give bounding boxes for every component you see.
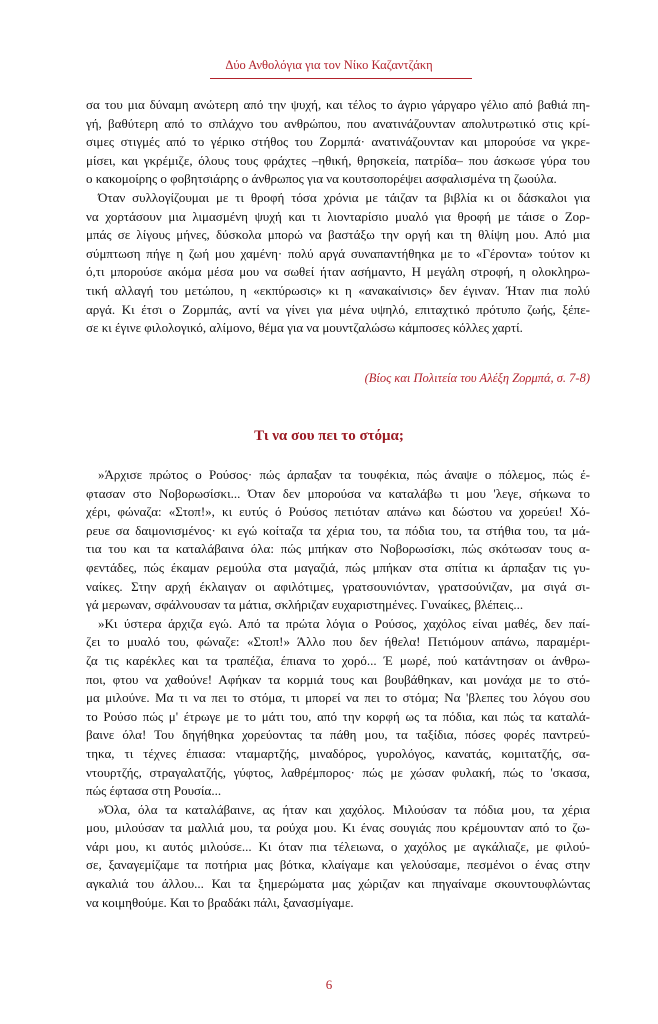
section-title: Τι να σου πει το στόμα; (254, 428, 404, 444)
page-number: 6 (325, 977, 333, 992)
text-line: »Όλα, όλα τα καταλάβαινε, ας ήταν και χαχόλος. Μιλούσαν τα πόδια μου, τα χέρια (98, 801, 590, 817)
intro-paragraphs (86, 96, 590, 338)
text-line: ζει το μυαλό του, φώναζε: «Στοπ!» Άλλο που δεν ήθελα! Πετιόμουν απάνω, παραμέρι- (86, 634, 590, 650)
text-line: πώς έφτασα στη Ρουσία... (86, 783, 222, 799)
text-line: γή, βαθύτερη από το σπλάχνο του ανθρώπου, που ανατινάζουνταν απολυτρωτικό στις κρί- (86, 115, 590, 131)
text-line: τική αλλαγή του μετώπου, η «εκπύρωσις» κι η «ανακαίνισις» δεν έγιναν. Ήταν πια πολύ (86, 282, 590, 298)
text-line: μα μιλούνε. Μα τι να πει το στόμα, τι μπορεί να πει το στόμα; Να 'βλεπες του λόγου σου (86, 690, 590, 706)
text-line: »Άρχισε πρώτος ο Ρούσος· πώς άρπαξαν τα τουφέκια, πώς άναψε ο πόλεμος, πώς έ- (98, 467, 590, 482)
text-line: ρευε σα δαιμονισμένος· κι εγώ κοίταζα τα χέρια του, τα πόδια του, τα στήθια του, τα μά- (86, 522, 590, 538)
text-line: Όταν συλλογίζουμαι με τι θροφή τόσα χρόνια με τάιζαν τα βιβλία κι οι δάσκαλοι για (98, 189, 590, 205)
text-line: ντουρτζής, στραγαλατζής, γύφτος, λαθρέμπορος· πώς με χώσαν φυλακή, πώς το 'σκασα, (86, 764, 590, 780)
text-line: φτασαν στο Νοβορωσίσκι... Όταν δεν μπορούσα να καταλάβω τι μου 'λεγε, σήκωνα το (86, 485, 590, 501)
text-line: αργά. Κι έτσι ο Ζορμπάς, αντί να γίνει για μένα υψηλό, επιταχτικό πρότυπο ζωής, ξέπε- (86, 301, 590, 317)
text-line: μου, μιλούσαν τα μαλλιά μου, τα ρούχα μου. Κι ένας σουγιάς που κρέμουνταν από το ζω- (86, 820, 590, 836)
section-paragraphs (86, 466, 590, 912)
text-line: βαινε όλα! Του δηγήθηκα χορεύοντας τα πάθη μου, τα ταξίδια, πόσες φορές παντρεύ- (86, 727, 590, 743)
text-line: »Κι ύστερα άρχιζα εγώ. Από τα πρώτα λόγια ο Ρούσος, χαχόλος είναι μαθές, δεν παί- (98, 615, 590, 631)
text-line: ποι, φτου να χαθούνε! Αφήκαν τα κορμιά τους και βουβάθηκαν, και μονάχα με το στό- (86, 671, 590, 687)
text-line: να χορτάσουν μια λιμασμένη ψυχή και τι λιονταρίσιο μυαλό για θροφή με τάισε ο Ζορ- (86, 208, 590, 224)
header-rule (210, 78, 472, 79)
text-line: νάρι μου, κι αυτός μιλούσε... Κι όταν πια τέλειωνα, ο χαχόλος με αγκάλιαζε, με φιλού- (86, 838, 590, 854)
text-line: ναίκες. Στην αρχή έκλαιγαν οι αφιλότιμες, γρατσουνιόνταν, γρατσούνιζαν, μα σιγά σι- (86, 578, 590, 594)
text-line: γά μερωναν, σφάλνουσαν τα μάτια, σκλήριζαν ευχαριστημένες. Γυναίκες, βλέπεις... (86, 597, 524, 613)
text-line: μίσει, και γκρέμιζε, όλους τους φράχτες –ηθική, θρησκεία, πατρίδα– που άσκωσε γύρα του (86, 152, 590, 168)
running-header: Δύο Ανθολόγια για τον Νίκο Καζαντζάκη (225, 58, 433, 72)
text-line: ο κακομοίρης ο φοβητσιάρης ο άνθρωπος για να κουτσοπορέψει ασφαλισμένα τη ζωούλα. (86, 171, 557, 187)
text-line: αγκαλιά του άλλου... Και τα ξημερώματα μας χώριζαν και πηγαίναμε σκουντουφλώντας (86, 876, 590, 892)
text-line: σύμπτωση πήγε η ζωή μου χαμένη· πολύ αργά συναπαντήθηκα με το «Γέροντα» τούτον κι (86, 245, 590, 261)
text-line: να κοιμηθούμε. Και το βραδάκι πάλι, ξανασμίγαμε. (86, 894, 354, 910)
text-line: τια του και τα καταλάβαινα όλα: πώς μπήκαν στο Νοβορωσίσκι, πώς σκότωσαν τους α- (86, 541, 590, 557)
text-line: σε, ξαναγεμίζαμε τα ποτήρια μας βότκα, κλαίγαμε και γελούσαμε, πεσμένοι ο ένας στην (86, 857, 590, 873)
text-line: μπάς σε λίγους μήνες, δύσκολα μπορώ να βαστάξω την οργή και τη θλίψη μου. Από μια (86, 227, 590, 243)
source-citation: (Βίος και Πολιτεία του Αλέξη Ζορμπά, σ. 7-8) (364, 371, 590, 385)
text-line: ό,τι μπορούσε ακόμα μέσα μου να σωθεί ήταν ασήμαντο, Η μεγάλη στροφή, η ολοκληρω- (86, 264, 590, 280)
text-line: ζα τις καρέκλες και τα τραπέζια, έπιανα το χορό... Έ μωρέ, πού κατάντησαν οι άνθρω- (86, 652, 590, 668)
text-line: σα του μια δύναμη ανώτερη από την ψυχή, και τέλος το άγριο γάργαρο γέλιο από βαθιά πη- (86, 97, 590, 112)
text-line: φεντάδες, πώς έκαμαν ρεμούλα στα μαγαζιά, πώς μπήκαν στα σπίτια κι άρπαξαν τις γυ- (86, 559, 590, 575)
text-line: σιμες στιγμές από το γέρικο στήθος του Ζορμπά· ανατινάζουνταν και μπορούσε να γκρε- (86, 134, 590, 150)
text-line: χέρι, φώναζα: «Στοπ!», κι ευτύς ό Ρούσος πετιόταν απάνω και δώστου να χορεύει! Χό- (86, 504, 590, 520)
text-line: σε κι έγινε φιλολογικό, αλίμονο, θέμα για να μουντζαλώσω κάμποσες κόλλες χαρτί. (86, 320, 523, 336)
text-line: το Ρούσο πώς μ' έτρωγε με το μάτι του, από την κορφή ως τα πόδια, και πώς τα καταλά- (86, 708, 590, 724)
text-line: τηκα, τι τέχνες έπιασα: νταμαρτζής, μιναδόρος, γυρολόγος, κανατάς, κομιτατζής, σα- (86, 745, 590, 761)
